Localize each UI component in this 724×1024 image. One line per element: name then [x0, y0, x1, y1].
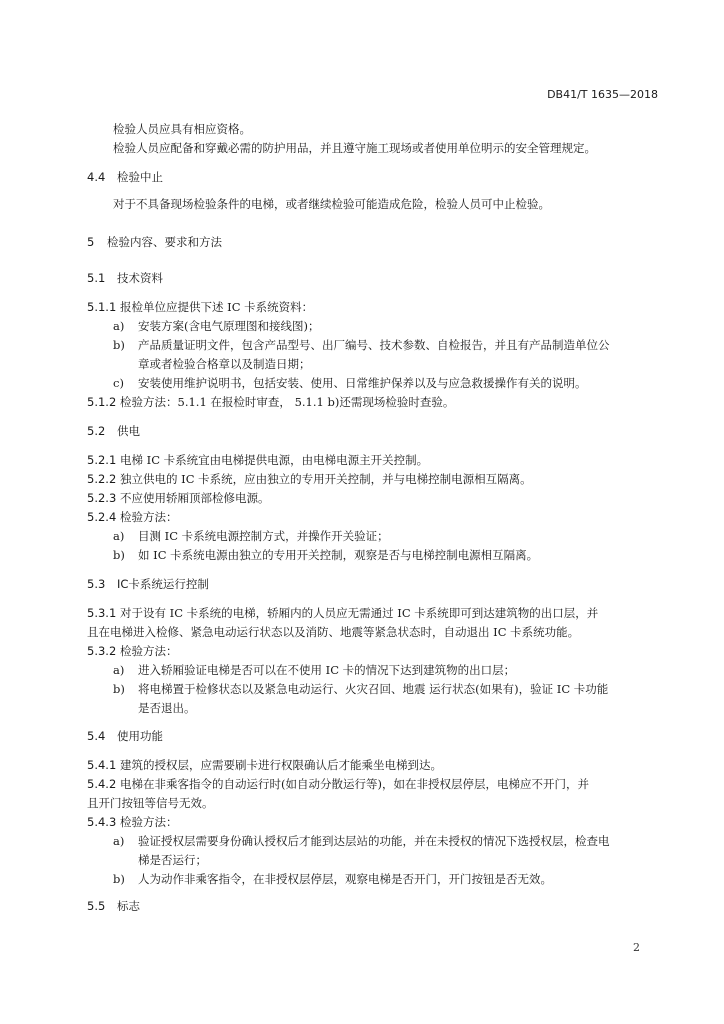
list-text: 安装使用维护说明书，包括安装、使用、日常维护保养以及与应急救援操作有关的说明。	[138, 376, 587, 390]
list-text: 安装方案(含电气原理图和接线图)；	[138, 319, 320, 333]
clause-5-4-3	[87, 815, 178, 829]
paragraph-line: 检验人员应配备和穿戴必需的防护用品，并且遵守施工现场或者使用单位明示的安全管理规定。	[113, 141, 596, 155]
clause-5-1-1	[87, 300, 313, 314]
list-marker: c)	[113, 376, 124, 390]
section-heading-5-3	[87, 577, 209, 591]
page-number: 2	[633, 941, 640, 954]
clause-text: 检验方法：	[120, 510, 178, 524]
section-heading-5-2	[87, 424, 140, 438]
list-marker: a)	[113, 529, 125, 543]
list-item-a	[113, 529, 389, 543]
section-title: 检验内容、要求和方法	[107, 235, 222, 249]
list-text: 目测 IC 卡系统电源控制方式，并操作开关验证；	[138, 529, 389, 543]
list-item-b	[113, 548, 538, 562]
clause-number: 5.2.4	[87, 510, 117, 524]
list-item-a	[113, 834, 610, 848]
section-title: 检验中止	[117, 170, 163, 184]
list-continuation: 梯是否运行；	[138, 853, 207, 867]
clause-5-4-2	[87, 777, 589, 791]
section-title: 供电	[117, 424, 140, 438]
list-item-b	[113, 338, 610, 352]
list-text: 验证授权层需要身份确认授权后才能到达层站的功能，并在未授权的情况下选授权层，检查电	[138, 834, 610, 848]
paragraph-line: 检验人员应具有相应资格。	[113, 122, 251, 136]
list-text: 人为动作非乘客指令，在非授权层停层，观察电梯是否开门，开门按钮是否无效。	[138, 872, 552, 886]
list-item-a	[113, 663, 515, 677]
clause-5-1-2	[87, 395, 454, 409]
section-heading-4-4	[87, 170, 163, 184]
clause-text: 对于设有 IC 卡系统的电梯，轿厢内的人员应无需通过 IC 卡系统即可到达建筑物的出口层，并	[120, 606, 599, 620]
list-marker: b)	[113, 548, 125, 562]
clause-text: 电梯在非乘客指令的自动运行时(如自动分散运行等)，如在非授权层停层，电梯应不开门，并	[120, 777, 589, 791]
clause-number: 5.4.1	[87, 758, 117, 772]
clause-continuation: 且在电梯进入检修、紧急电动运行状态以及消防、地震等紧急状态时，自动退出 IC 卡系统功能。	[87, 625, 580, 639]
clause-text: 检验方法：	[120, 644, 178, 658]
clause-number: 5.1.1	[87, 300, 117, 314]
list-text: 如 IC 卡系统电源由独立的专用开关控制，观察是否与电梯控制电源相互隔离。	[138, 548, 539, 562]
section-title: IC卡系统运行控制	[117, 577, 209, 591]
section-number: 5	[87, 235, 95, 249]
list-marker: a)	[113, 663, 125, 677]
clause-text: 不应使用轿厢顶部检修电源。	[120, 491, 270, 505]
clause-5-2-3	[87, 491, 270, 505]
section-number: 4.4	[87, 170, 106, 184]
section-number: 5.2	[87, 424, 106, 438]
clause-number: 5.2.1	[87, 453, 117, 467]
list-continuation: 是否退出。	[138, 701, 196, 715]
clause-5-3-2	[87, 644, 178, 658]
list-text: 产品质量证明文件，包含产品型号、出厂编号、技术参数、自检报告，并且有产品制造单位公	[138, 338, 610, 352]
list-text: 进入轿厢验证电梯是否可以在不使用 IC 卡的情况下达到建筑物的出口层；	[138, 663, 516, 677]
paragraph-line: 对于不具备现场检验条件的电梯，或者继续检验可能造成危险，检验人员可中止检验。	[113, 197, 550, 211]
clause-text: 电梯 IC 卡系统宜由电梯提供电源，由电梯电源主开关控制。	[120, 453, 429, 467]
list-marker: a)	[113, 319, 125, 333]
clause-number: 5.4.3	[87, 815, 117, 829]
clause-text: 检验方法：	[120, 815, 178, 829]
clause-5-2-2	[87, 472, 532, 486]
section-heading-5-1	[87, 271, 163, 285]
clause-number: 5.3.1	[87, 606, 117, 620]
list-text: 将电梯置于检修状态以及紧急电动运行、火灾召回、地震 运行状态(如果有)，验证 IC 卡功能	[138, 682, 609, 696]
section-title: 使用功能	[117, 729, 163, 743]
clause-5-4-1	[87, 758, 442, 772]
list-item-a	[113, 319, 319, 333]
clause-text: 检验方法：5.1.1 在报检时审查， 5.1.1 b)还需现场检验时查验。	[120, 395, 455, 409]
list-item-b	[113, 872, 552, 886]
section-title: 标志	[117, 899, 140, 913]
section-number: 5.3	[87, 577, 106, 591]
clause-number: 5.2.2	[87, 472, 117, 486]
clause-number: 5.3.2	[87, 644, 117, 658]
section-number: 5.5	[87, 899, 106, 913]
section-number: 5.1	[87, 271, 106, 285]
standard-code: DB41/T 1635—2018	[547, 88, 658, 101]
list-marker: b)	[113, 338, 125, 352]
section-heading-5-5	[87, 899, 140, 913]
list-marker: b)	[113, 872, 125, 886]
clause-5-2-1	[87, 453, 428, 467]
list-item-b	[113, 682, 608, 696]
section-title: 技术资料	[117, 271, 163, 285]
clause-text: 建筑的授权层，应需要刷卡进行权限确认后才能乘坐电梯到达。	[120, 758, 442, 772]
section-number: 5.4	[87, 729, 106, 743]
clause-number: 5.2.3	[87, 491, 117, 505]
clause-number: 5.1.2	[87, 395, 117, 409]
clause-text: 报检单位应提供下述 IC 卡系统资料：	[120, 300, 314, 314]
clause-number: 5.4.2	[87, 777, 117, 791]
clause-5-3-1	[87, 606, 598, 620]
list-continuation: 章或者检验合格章以及制造日期；	[138, 357, 311, 371]
list-marker: a)	[113, 834, 125, 848]
clause-5-2-4	[87, 510, 178, 524]
section-heading-5	[87, 235, 222, 249]
clause-continuation: 且开门按钮等信号无效。	[87, 796, 214, 810]
clause-text: 独立供电的 IC 卡系统，应由独立的专用开关控制，并与电梯控制电源相互隔离。	[120, 472, 532, 486]
list-item-c	[113, 376, 587, 390]
list-marker: b)	[113, 682, 125, 696]
section-heading-5-4	[87, 729, 163, 743]
